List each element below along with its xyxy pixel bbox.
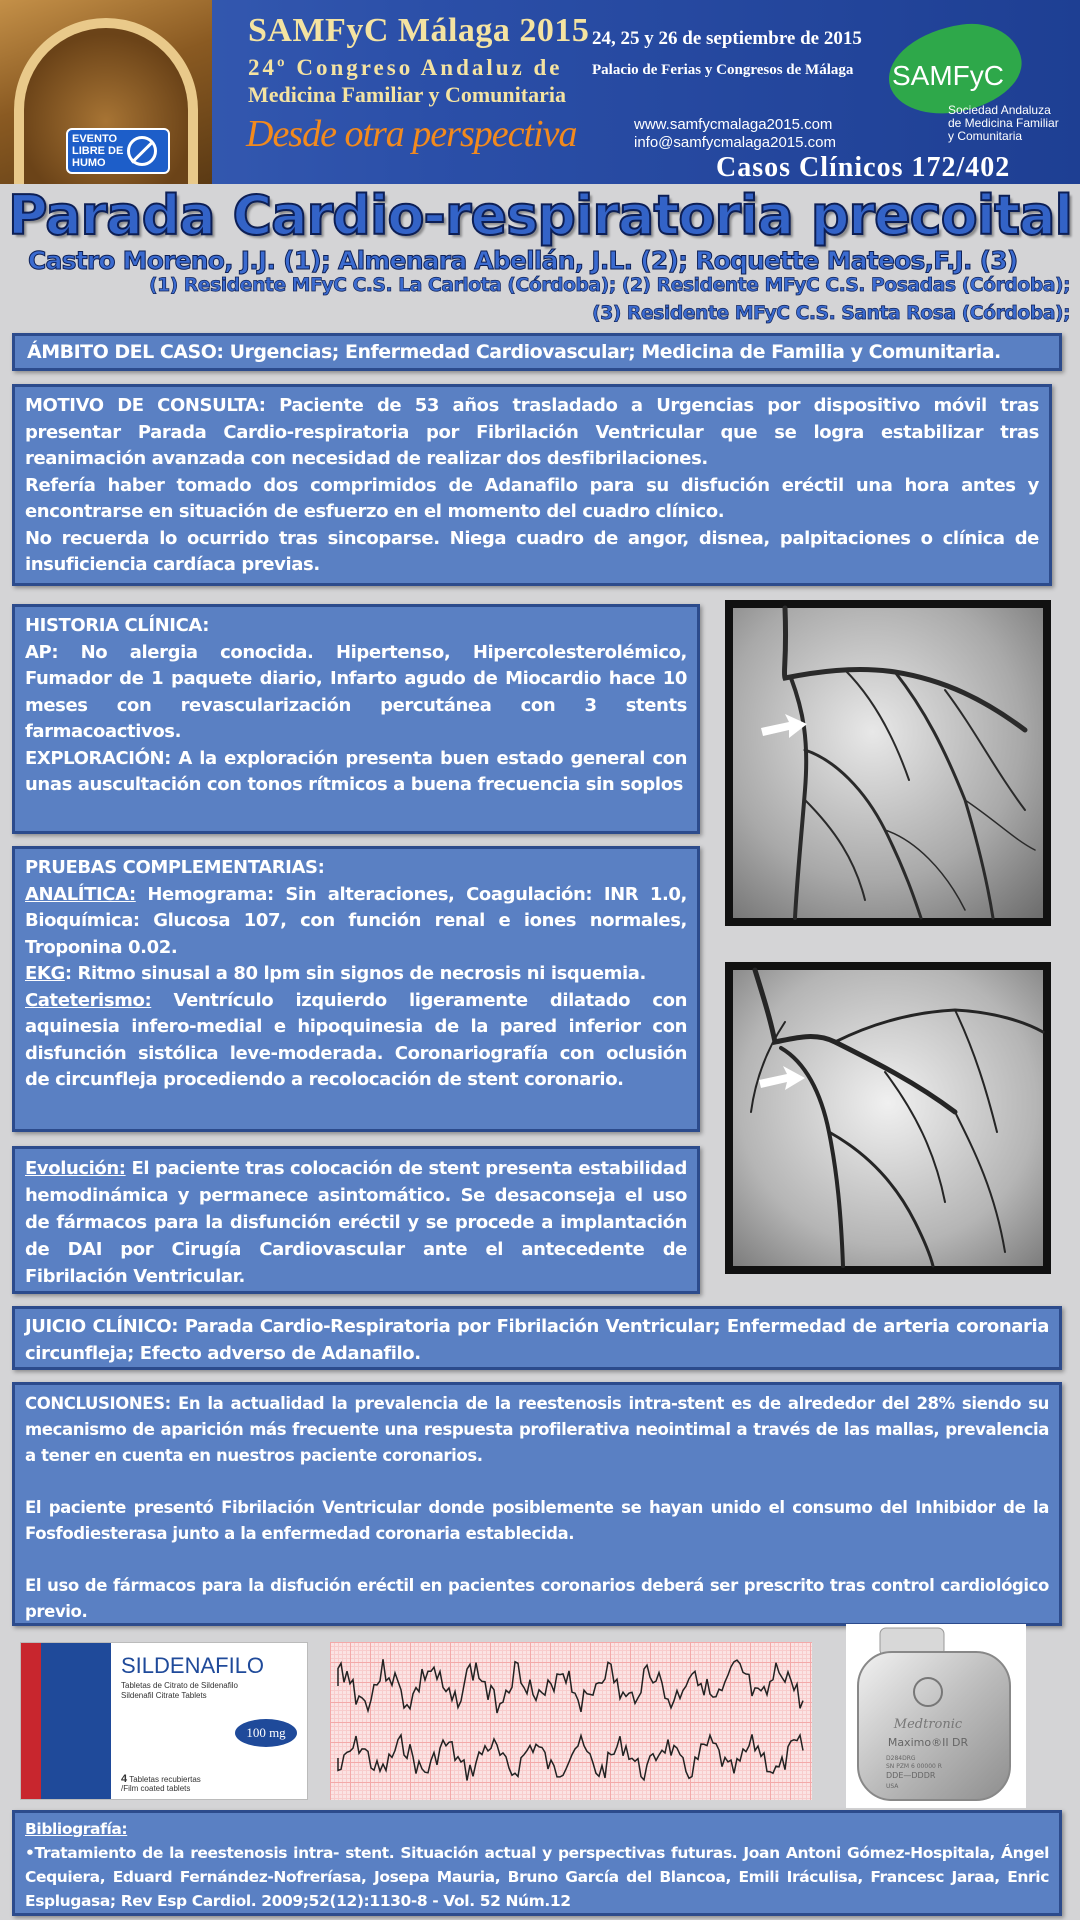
samfyc-org-name xyxy=(948,104,1059,143)
congress-edition: 24º Congreso Andaluz de xyxy=(248,55,563,80)
drug-pack xyxy=(121,1775,201,1793)
drug-box-blue-stripe xyxy=(41,1643,111,1800)
smoke-badge-line3: HUMO xyxy=(72,157,106,169)
org-line3: y Comunitaria xyxy=(948,129,1023,143)
angiography-2-graphic xyxy=(725,962,1051,1274)
angiography-image-1 xyxy=(725,600,1051,926)
ecg-trace-graphic xyxy=(330,1642,812,1800)
motivo-paragraph-3: No recuerda lo ocurrido tras sincoparse. Niega cuadro de angor, disnea, palpitaciones o clínica de insuficiencia cardíaca previas. xyxy=(25,527,1039,575)
evolucion-box xyxy=(12,1146,700,1294)
congress-specialty: Medicina Familiar y Comunitaria xyxy=(248,82,566,107)
affiliation-line1: (1) Residente MFyC C.S. La Carlota (Córdoba); (2) Residente MFyC C.S. Posadas (Córdoba); xyxy=(148,274,1070,296)
ecg-trace-upper xyxy=(338,1659,803,1713)
juicio-label: JUICIO CLÍNICO: xyxy=(25,1316,179,1337)
pruebas-analitica xyxy=(25,882,687,962)
conclusiones-paragraph-1 xyxy=(25,1391,1049,1469)
pacemaker-image xyxy=(846,1624,1026,1808)
header-banner xyxy=(0,0,1080,184)
ambito-text: Urgencias; Enfermedad Cardiovascular; Medicina de Familia y Comunitaria. xyxy=(223,341,1001,363)
drug-pack-line1: Tabletas recubiertas xyxy=(127,1775,201,1784)
drug-description xyxy=(121,1681,238,1701)
motivo-paragraph-1 xyxy=(25,393,1039,473)
drug-desc-line2: Sildenafil Citrate Tablets xyxy=(121,1691,207,1700)
pacemaker-model: Maximo®II DR xyxy=(887,1736,969,1749)
pacemaker-graphic xyxy=(846,1624,1026,1808)
bibliografia-box xyxy=(12,1810,1062,1916)
pacemaker-code3: DDE—DDDR xyxy=(886,1771,936,1780)
banner-artwork xyxy=(0,0,212,184)
exploracion-label: EXPLORACIÓN: xyxy=(25,747,171,769)
congress-venue: Palacio de Ferias y Congresos de Málaga xyxy=(592,62,854,78)
website-link[interactable]: www.samfycmalaga2015.com xyxy=(634,116,833,133)
bibliografia-text: •Tratamiento de la reestenosis intra- stent. Situación actual y perspectivas futuras. Joan Antoni Gómez-Hospitala, Ángel Cequiera, Eduard Fernández-Nofreríasa, Josepa Mauria, Bruno García del Blancoa, Emili Iráculisa, Francesc Jaraa, Enric Esplugasa; Rev Esp Cardiol. 2009;52(12):1130-8 - Vol. 52 Núm.12 xyxy=(25,1844,1049,1910)
historia-box xyxy=(12,604,700,834)
ekg-label: EKG xyxy=(25,963,65,984)
cateterismo-text: Ventrículo izquierdo ligeramente dilatado con aquinesia infero-medial e hipoquinesia de la pared inferior con disfunción sistólica leve-moderada. Coronariografía con oclusión de circunfleja procediendo a recolocación de stent coronario. xyxy=(25,989,687,1090)
drug-pack-line2: /Film coated tablets xyxy=(121,1784,191,1793)
motivo-paragraph-2: Refería haber tomado dos comprimidos de Adanafilo para su disfución eréctil una hora antes y encontrarse en situación de esfuerzo en el momento del cuadro clínico. xyxy=(25,474,1039,522)
motivo-box xyxy=(12,384,1052,586)
angiography-image-2 xyxy=(725,962,1051,1274)
pruebas-ekg xyxy=(25,961,687,988)
org-line1: Sociedad Andaluza xyxy=(948,103,1051,117)
ambito-label: ÁMBITO DEL CASO: xyxy=(27,341,224,363)
org-line2: de Medicina Familiar xyxy=(948,116,1059,130)
email-link[interactable]: info@samfycmalaga2015.com xyxy=(634,134,836,151)
pacemaker-brand: Medtronic xyxy=(893,1717,963,1732)
pruebas-box xyxy=(12,846,700,1132)
ap-text: No alergia conocida. Hipertenso, Hipercolesterolémico, Fumador de 1 paquete diario, Infarto agudo de Miocardio hace 10 meses con revascularización percutánea con 3 stents farmacoactivos. xyxy=(25,641,687,742)
analitica-text: Hemograma: Sin alteraciones, Coagulación: INR 1.0, Bioquímica: Glucosa 107, con función renal e iones normales, Troponina 0.02. xyxy=(25,883,687,958)
affiliation-line2: (3) Residente MFyC C.S. Santa Rosa (Córdoba); xyxy=(592,302,1070,324)
case-number: Casos Clínicos 172/402 xyxy=(716,152,1011,183)
pruebas-cateterismo xyxy=(25,988,687,1094)
sildenafil-box-image xyxy=(20,1642,308,1800)
historia-exploracion xyxy=(25,746,687,799)
pacemaker-code2: SN PZM 6 00000 R xyxy=(886,1763,942,1770)
samfyc-logo-text: SAMFyC xyxy=(892,60,1004,91)
ambito-box xyxy=(12,333,1062,371)
smoke-badge-line2: LIBRE DE xyxy=(72,145,124,157)
drug-name: SILDENAFILO xyxy=(121,1653,265,1678)
pacemaker-code4: USA xyxy=(886,1783,899,1790)
historia-label: HISTORIA CLÍNICA: xyxy=(25,615,210,636)
conclusiones-label: CONCLUSIONES: xyxy=(25,1394,171,1413)
juicio-text: Parada Cardio-Respiratoria por Fibrilación Ventricular; Enfermedad de arteria coronaria circunfleja; Efecto adverso de Adanafilo. xyxy=(25,1316,1049,1364)
motivo-text-1: Paciente de 53 años trasladado a Urgencias por dispositivo móvil tras presentar Parada Cardio-respiratoria por Fibrilación Ventricular que se logra estabilizar tras reanimación avanzada con necesidad de realizar dos desfibrilaciones. xyxy=(25,395,1039,469)
congress-title: SAMFyC Málaga 2015 xyxy=(248,12,590,49)
evolucion-text: El paciente tras colocación de stent presenta estabilidad hemodinámica y permanece asintomático. Se desaconseja el uso de fármacos para la disfunción eréctil y se procede a implantación de DAI por Cirugía Cardiovascular ante el antecedente de Fibrilación Ventricular. xyxy=(25,1158,687,1287)
drug-dose: 100 mg xyxy=(235,1719,297,1747)
cateterismo-label: Cateterismo: xyxy=(25,989,152,1011)
historia-ap xyxy=(25,640,687,746)
ecg-strip-image xyxy=(330,1642,812,1800)
no-smoking-icon xyxy=(127,136,157,166)
conclusiones-text-1: En la actualidad la prevalencia de la reestenosis intra-stent es de alrededor del 28% siendo su mecanismo de aparición más frecuente una respuesta profilerativa neointimal a través de las mallas, prevalencia a tener en cuenta en nuestros paciente coronarios. xyxy=(25,1394,1049,1465)
angiography-1-graphic xyxy=(725,600,1051,926)
congress-slogan: Desde otra perspectiva xyxy=(246,113,577,155)
poster-authors: Castro Moreno, J.J. (1); Almenara Abellán, J.L. (2); Roquette Mateos,F.J. (3) xyxy=(28,246,1018,275)
poster-title: Parada Cardio-respiratoria precoital xyxy=(7,184,1073,247)
conclusiones-paragraph-2: El paciente presentó Fibrilación Ventricular donde posiblemente se hayan unido el consumo del Inhibidor de la Fosfodiesterasa junto a la enfermedad coronaria establecida. xyxy=(25,1498,1049,1543)
juicio-box xyxy=(12,1306,1062,1370)
ekg-text: : Ritmo sinusal a 80 lpm sin signos de necrosis ni isquemia. xyxy=(64,963,646,984)
congress-dates: 24, 25 y 26 de septiembre de 2015 xyxy=(592,28,862,49)
congress-contact xyxy=(634,116,836,152)
smoke-badge-line1: EVENTO xyxy=(72,133,118,145)
bibliografia-label: Bibliografía: xyxy=(25,1820,128,1838)
pacemaker-code1: D284DRG xyxy=(886,1755,916,1762)
evolucion-label: Evolución: xyxy=(25,1158,126,1179)
smoke-free-badge xyxy=(66,128,170,174)
ap-label: AP: xyxy=(25,641,59,663)
pruebas-label: PRUEBAS COMPLEMENTARIAS: xyxy=(25,857,325,878)
analitica-label: ANALÍTICA: xyxy=(25,883,136,905)
conclusiones-paragraph-3: El uso de fármacos para la disfución eréctil en pacientes coronarios deberá ser prescrito tras control cardiológico previo. xyxy=(25,1576,1049,1621)
motivo-label: MOTIVO DE CONSULTA: xyxy=(25,395,266,416)
ecg-trace-lower xyxy=(338,1734,803,1780)
drug-desc-line1: Tabletas de Citrato de Sildenafilo xyxy=(121,1681,238,1690)
exploracion-text: A la exploración presenta buen estado general con unas auscultación con tonos rítmicos a buena frecuencia sin soplos xyxy=(25,747,687,795)
drug-pack-count: 4 xyxy=(121,1773,128,1785)
conclusiones-box xyxy=(12,1382,1062,1626)
